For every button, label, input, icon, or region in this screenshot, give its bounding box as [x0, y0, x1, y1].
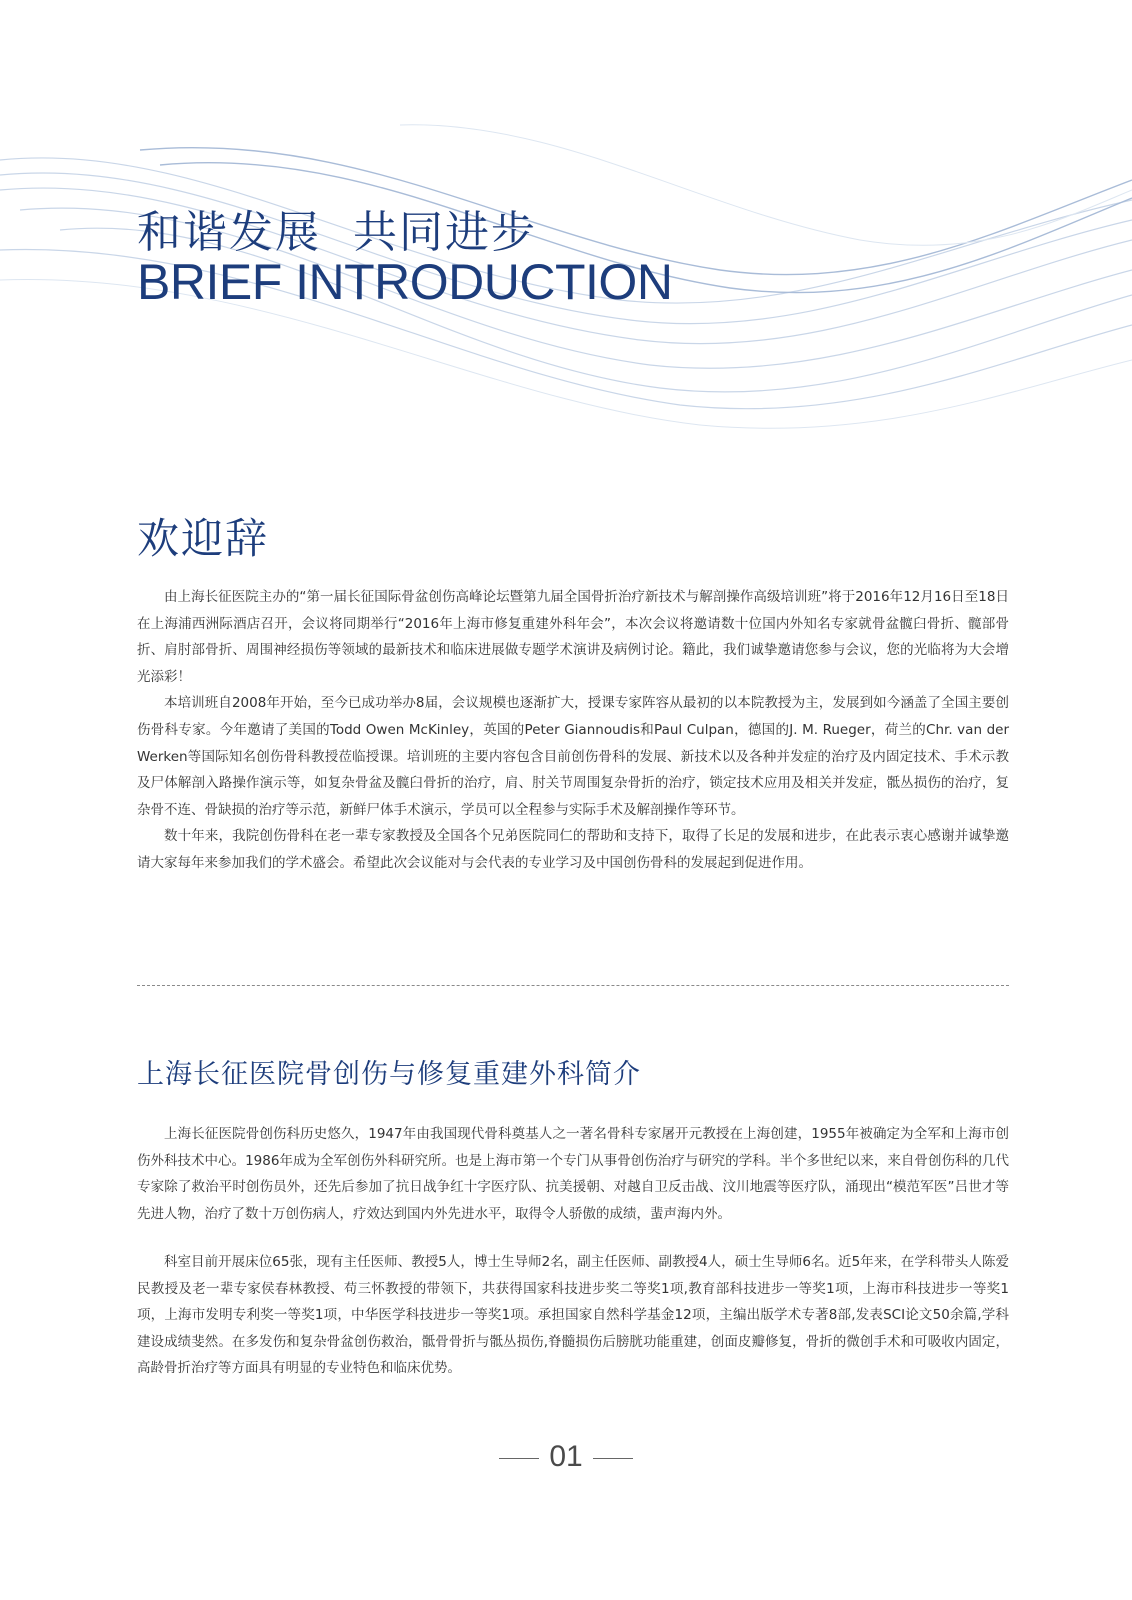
welcome-heading: 欢迎辞	[137, 514, 270, 563]
page-number	[0, 1440, 1132, 1474]
page-number-value: 01	[549, 1440, 583, 1473]
page-title-chinese: 和谐发展 共同进步	[137, 207, 537, 258]
dashed-divider	[137, 985, 1009, 986]
welcome-body	[137, 584, 1009, 877]
department-body-2	[137, 1249, 1009, 1382]
department-body-1	[137, 1121, 1009, 1227]
page-number-right-dash	[593, 1458, 633, 1459]
page-number-left-dash	[499, 1458, 539, 1459]
department-heading: 上海长征医院骨创伤与修复重建外科简介	[137, 1059, 641, 1090]
welcome-paragraph: 本培训班自2008年开始，至今已成功举办8届，会议规模也逐渐扩大，授课专家阵容从最初的以本院教授为主，发展到如今涵盖了全国主要创伤骨科专家。今年邀请了美国的Todd Owen McKinley，英国的Peter Giannoudis和Paul Culpan，德国的J. M. Rueger，荷兰的Chr. van der Werken等国际知名创伤骨科教授莅临授课。培训班的主要内容包含目前创伤骨科的发展、新技术以及各种并发症的治疗及内固定技术、手术示教及尸体解剖入路操作演示等，如复杂骨盆及髋臼骨折的治疗，肩、肘关节周围复杂骨折的治疗，锁定技术应用及相关并发症，骶丛损伤的治疗，复杂骨不连、骨缺损的治疗等示范，新鲜尸体手术演示，学员可以全程参与实际手术及解剖操作等环节。	[137, 695, 1009, 818]
welcome-paragraph: 数十年来，我院创伤骨科在老一辈专家教授及全国各个兄弟医院同仁的帮助和支持下，取得了长足的发展和进步，在此表示衷心感谢并诚挚邀请大家每年来参加我们的学术盛会。希望此次会议能对与会代表的专业学习及中国创伤骨科的发展起到促进作用。	[137, 828, 1009, 871]
page-title-english: BRIEF INTRODUCTION	[137, 254, 673, 310]
department-paragraph: 上海长征医院骨创伤科历史悠久，1947年由我国现代骨科奠基人之一著名骨科专家屠开元教授在上海创建，1955年被确定为全军和上海市创伤外科技术中心。1986年成为全军创伤外科研究所。也是上海市第一个专门从事骨创伤治疗与研究的学科。半个多世纪以来，来自骨创伤科的几代专家除了救治平时创伤员外，还先后参加了抗日战争红十字医疗队、抗美援朝、对越自卫反击战、汶川地震等医疗队，涌现出“模范军医”吕世才等先进人物，治疗了数十万创伤病人，疗效达到国内外先进水平，取得令人骄傲的成绩，蜚声海内外。	[137, 1126, 1009, 1222]
welcome-paragraph: 由上海长征医院主办的“第一届长征国际骨盆创伤高峰论坛暨第九届全国骨折治疗新技术与解剖操作高级培训班”将于2016年12月16日至18日在上海浦西洲际酒店召开，会议将同期举行“2016年上海市修复重建外科年会”，本次会议将邀请数十位国内外知名专家就骨盆髋臼骨折、髋部骨折、肩肘部骨折、周围神经损伤等领域的最新技术和临床进展做专题学术演讲及病例讨论。籍此，我们诚挚邀请您参与会议，您的光临将为大会增光添彩！	[137, 589, 1009, 685]
department-paragraph: 科室目前开展床位65张，现有主任医师、教授5人，博士生导师2名，副主任医师、副教授4人，硕士生导师6名。近5年来，在学科带头人陈爱民教授及老一辈专家侯春林教授、苟三怀教授的带领下，共获得国家科技进步奖二等奖1项,教育部科技进步一等奖1项，上海市科技进步一等奖1项，上海市发明专利奖一等奖1项，中华医学科技进步一等奖1项。承担国家自然科学基金12项，主编出版学术专著8部,发表SCI论文50余篇,学科建设成绩斐然。在多发伤和复杂骨盆创伤救治，骶骨骨折与骶丛损伤,脊髓损伤后膀胱功能重建，创面皮瓣修复，骨折的微创手术和可吸收内固定，高龄骨折治疗等方面具有明显的专业特色和临床优势。	[137, 1254, 1009, 1377]
